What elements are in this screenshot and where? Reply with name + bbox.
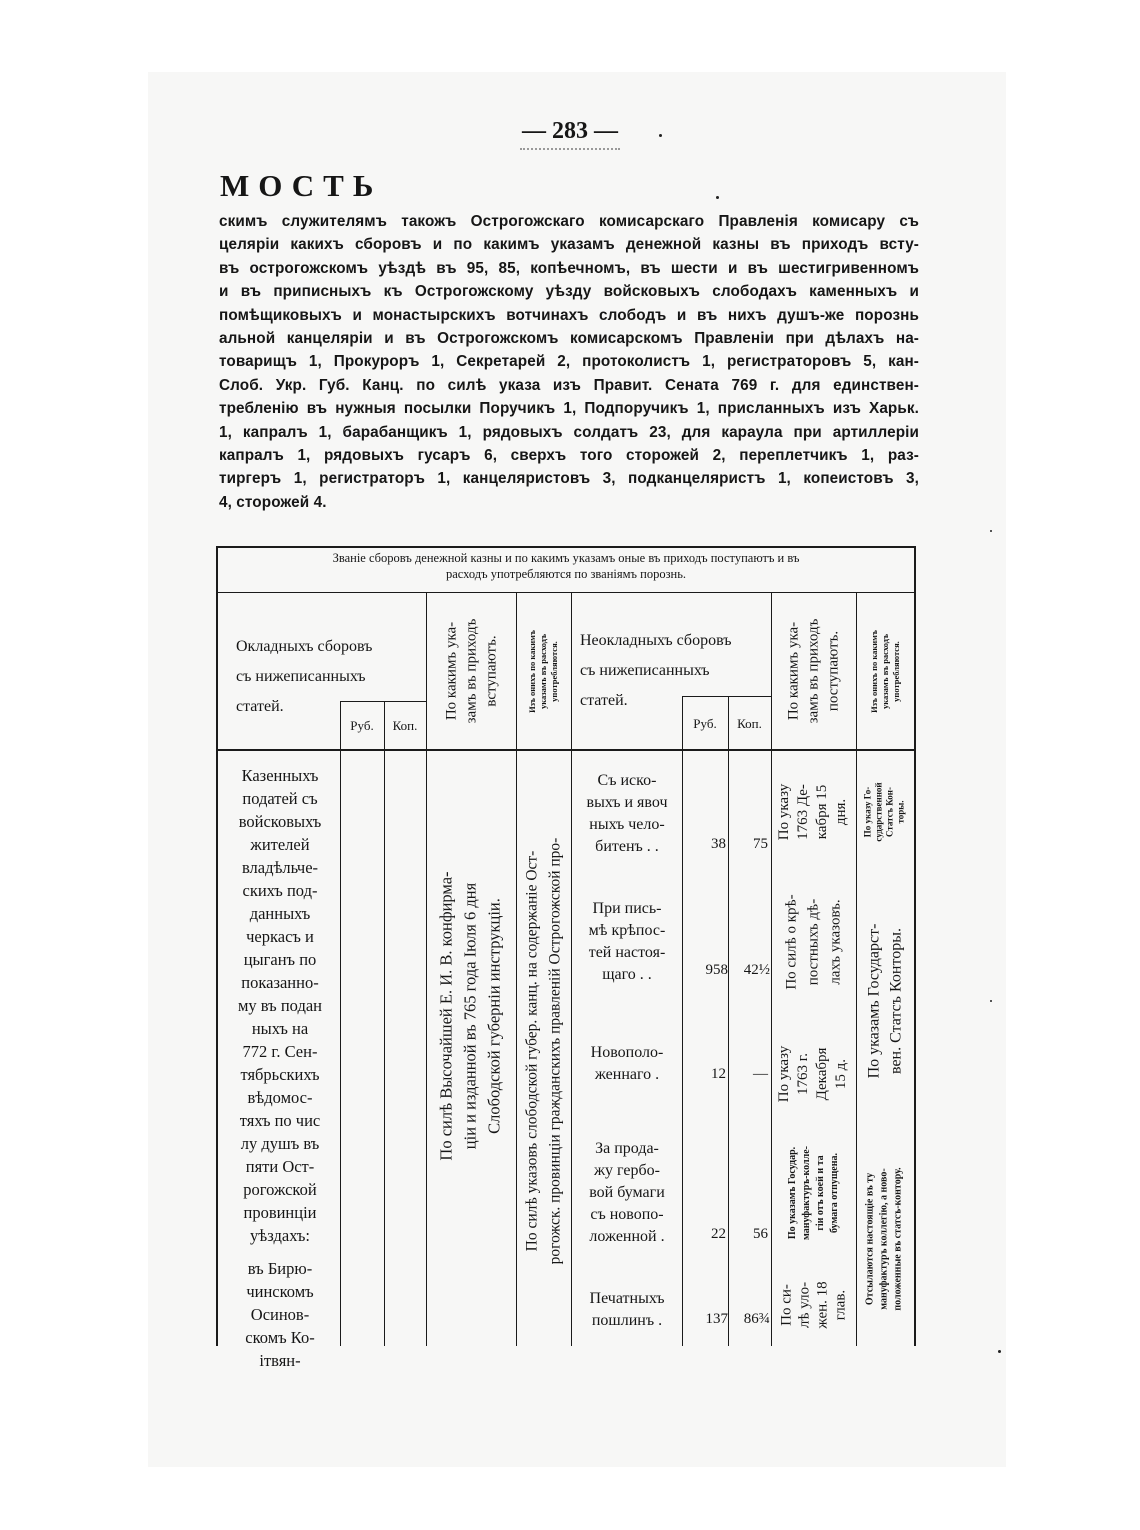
- right-item-2: [572, 1042, 682, 1086]
- item-line: По си-: [778, 1284, 795, 1326]
- item-line: За прода-: [595, 1140, 659, 1157]
- item-line: сударственной: [874, 782, 885, 842]
- item-line: ціи и изданной въ 765 года Іюля 6 дня: [461, 882, 480, 1150]
- item-line: щаго . .: [602, 966, 652, 983]
- page-title: МОСТЬ: [220, 168, 383, 203]
- item-line: 1763 г.: [795, 1053, 812, 1095]
- scan-speck: [998, 1350, 1001, 1353]
- item-line: По указамъ Государ.: [786, 1146, 798, 1240]
- header-line: указамъ въ расходъ: [879, 633, 890, 709]
- kop-value: 75: [753, 836, 768, 852]
- paragraph-line: Слоб. Укр. Губ. Канц. по силѣ указа изъ Правит. Сената 769 г. для единствен-: [219, 376, 919, 394]
- scan-speck: [659, 134, 662, 137]
- item-line: бумага отпущена.: [828, 1153, 840, 1233]
- rub-value: 22: [711, 1226, 726, 1242]
- header-line: статей.: [580, 692, 628, 709]
- item-line: податей съ: [242, 789, 318, 808]
- item-line: вой бумаги: [589, 1184, 665, 1201]
- item-line: лу душъ въ: [240, 1134, 320, 1153]
- item-line: Съ иско-: [597, 772, 657, 789]
- item-line: глав.: [832, 1289, 849, 1321]
- item-line: Казенныхъ: [241, 766, 319, 785]
- item-line: выхъ и явоч: [586, 794, 668, 811]
- item-line: му въ подан: [237, 996, 322, 1015]
- item-line: Отсылаются настоящіе въ ту: [865, 1172, 876, 1306]
- right-ukaz-2: [771, 1024, 856, 1124]
- header-line: поступаютъ.: [825, 630, 842, 712]
- item-line: владѣльче-: [241, 858, 319, 877]
- rub-header: Руб.: [350, 718, 374, 733]
- left-rashod-text: [516, 756, 571, 1346]
- header-line: съ нижеписанныхъ: [580, 662, 710, 679]
- table-border: [914, 546, 916, 1346]
- right-item-1: [572, 898, 682, 986]
- page-number-ornament: [520, 142, 620, 150]
- item-line: черкасъ и: [246, 927, 314, 946]
- right-rashod-0: [856, 758, 914, 866]
- right-item-0: [572, 770, 682, 858]
- item-line: ложенной .: [589, 1228, 665, 1245]
- item-line: тябрьскихъ: [240, 1065, 320, 1084]
- item-line: тей настоя-: [588, 944, 666, 961]
- header-line: Неокладныхъ сборовъ: [580, 632, 732, 649]
- header-line: съ нижеписанныхъ: [236, 668, 366, 685]
- paragraph-line: и въ приписныхъ къ Острогожскому уѣзду войсковыхъ слободахъ каменныхъ и: [219, 283, 919, 301]
- scan-speck: [990, 530, 992, 532]
- item-line: женнаго .: [594, 1066, 660, 1083]
- kop-value: 56: [753, 1226, 768, 1242]
- header-line: вступаютъ.: [483, 635, 499, 707]
- item-line: войсковыхъ: [238, 812, 322, 831]
- table-caption: [216, 550, 916, 582]
- item-line: дня.: [833, 798, 850, 826]
- item-line: постныхъ дѣ-: [805, 898, 822, 986]
- scan-speck: [716, 196, 719, 199]
- item-line: По указу Го-: [863, 786, 874, 838]
- item-line: показанно-: [241, 973, 319, 992]
- item-line: ітвян-: [259, 1351, 301, 1370]
- table-caption-line: Званіе сборовъ денежной казны и по какимъ указамъ оные въ приходъ поступаютъ и въ: [332, 551, 800, 565]
- item-line: мануфактуръ-колле-: [800, 1146, 812, 1240]
- item-line: тяхъ по чис: [239, 1111, 321, 1130]
- header-line: указамъ въ расходъ: [538, 633, 549, 709]
- left-item-text: [220, 764, 340, 1372]
- item-line: лѣ уло-: [796, 1281, 813, 1329]
- table-border: [216, 749, 916, 751]
- item-line: Статсъ Кон-: [885, 787, 896, 837]
- item-line: Слободской губерніи инструкціи.: [485, 898, 504, 1134]
- rub-value: 12: [711, 1066, 726, 1082]
- right-ukaz-0: [771, 758, 856, 866]
- item-line: битенъ . .: [595, 838, 659, 855]
- item-line: жу гербо-: [594, 1162, 660, 1179]
- left-rashod-header: [516, 593, 571, 749]
- item-line: При пись-: [592, 900, 662, 917]
- item-line: По силѣ указовъ слободской губер. канц. на содержаніе Ост-: [523, 850, 541, 1252]
- header-line: Изъ онихъ по какимъ: [868, 629, 879, 713]
- paragraph-line: 1, капралъ 1, барабанщикъ 1, рядовыхъ солдатъ 23, для караула при артиллеріи: [219, 423, 919, 441]
- rub-value: 137: [705, 1311, 728, 1327]
- kop-header: Коп.: [392, 718, 418, 733]
- item-line: чинскомъ: [246, 1282, 314, 1301]
- paragraph: [219, 210, 919, 514]
- table-border: [216, 546, 916, 548]
- item-line: съ новопо-: [590, 1206, 664, 1223]
- item-line: пяти Ост-: [245, 1157, 315, 1176]
- item-line: данныхъ: [249, 904, 311, 923]
- scan-speck: [990, 1000, 992, 1002]
- kop-value: 42½: [743, 962, 770, 978]
- item-line: По указамъ Государст-: [865, 923, 883, 1079]
- column-rule: [682, 696, 683, 1346]
- paragraph-line: целяріи какихъ сборовъ и по какимъ указамъ денежной казны въ приходъ всту-: [219, 236, 919, 254]
- header-line: Изъ онихъ по какимъ: [527, 629, 538, 713]
- header-line: замъ въ приходъ: [805, 618, 822, 724]
- item-line: жителей: [250, 835, 310, 854]
- header-line: статей.: [236, 698, 284, 715]
- item-line: По силѣ о крѣ-: [783, 894, 800, 990]
- paragraph-line: скимъ служителямъ такожъ Острогожскаго комисарскаго Правленія комисару съ: [219, 213, 919, 230]
- paragraph-line: помѣщиковыхъ и монастырскихъ вотчинахъ слободъ и въ нихъ душъ-же порознь: [219, 306, 919, 324]
- item-line: Новополо-: [590, 1044, 664, 1061]
- paragraph-line: товарищъ 1, Прокуроръ 1, Секретарей 2, протоколистъ 1, регистраторовъ 5, кан-: [219, 353, 919, 371]
- item-line: гіи отъ коей и та: [814, 1155, 826, 1231]
- item-line: Печатныхъ: [589, 1290, 665, 1307]
- item-line: По указу: [776, 1045, 793, 1103]
- header-line: По какимъ ука-: [785, 621, 802, 721]
- item-line: вен. Статсъ Конторы.: [887, 928, 905, 1075]
- item-line: торы.: [896, 800, 907, 824]
- kop-value: 86¾: [743, 1311, 770, 1327]
- right-item-4: [572, 1288, 682, 1332]
- page-number: — 283 —: [522, 118, 618, 144]
- paragraph-line: въ острогожскомъ уѣздѣ въ 95, 85, копѣечномъ, въ шести и въ шестигривенномъ: [219, 259, 919, 277]
- item-line: положенные въ статсъ-контору.: [893, 1167, 904, 1311]
- header-line: употребляются.: [890, 640, 901, 702]
- paragraph-line: тиргеръ 1, регистраторъ 1, канцеляристовъ 3, подканцеляристъ 1, копеистовъ 3,: [219, 470, 919, 488]
- column-rule: [384, 701, 385, 1346]
- rub-value: 958: [705, 962, 728, 978]
- paragraph-line: альной канцеляріи и въ Острогожскомъ комисарскомъ Правленіи при дѣлахъ на-: [219, 330, 919, 348]
- header-line: Окладныхъ сборовъ: [236, 638, 373, 655]
- kop-value: —: [753, 1066, 768, 1082]
- left-ukaz-header: [426, 593, 516, 749]
- item-line: 15 д.: [833, 1058, 850, 1090]
- header-line: По какимъ ука-: [443, 621, 459, 721]
- right-rashod-3: [856, 1132, 914, 1346]
- item-line: пошлинъ .: [591, 1312, 663, 1329]
- paragraph-line: 4, сторожей 4.: [219, 493, 327, 511]
- revenue-table: [216, 546, 916, 1370]
- table-border: [216, 546, 218, 1346]
- column-rule: [340, 701, 341, 1346]
- item-line: рогожской: [243, 1180, 317, 1199]
- right-ukaz-3: [771, 1128, 856, 1258]
- item-line: 1763 Де-: [795, 784, 812, 840]
- okladnye-header: [220, 632, 420, 722]
- kop-header: Коп.: [737, 716, 762, 731]
- item-line: ныхъ на: [251, 1019, 309, 1038]
- rub-value: 38: [711, 836, 726, 852]
- item-line: лахъ указовъ.: [827, 899, 844, 985]
- item-line: По указу: [776, 783, 793, 841]
- right-rashod-header: [856, 593, 914, 749]
- item-line: скомъ Ко-: [245, 1328, 315, 1347]
- item-line: мѣ крѣпос-: [588, 922, 666, 939]
- paragraph-line: капралъ 1, рядовыхъ гусаръ 6, сверхъ того сторожей 2, переплетчикъ 1, раз-: [219, 447, 919, 465]
- paragraph-line: требленію въ нужныя посылки Поручикъ 1, Подпоручикъ 1, присланныхъ изъ Харьк.: [219, 400, 919, 418]
- item-line: Декабря: [814, 1047, 831, 1101]
- right-ukaz-4: [771, 1264, 856, 1346]
- rub-header: Руб.: [693, 716, 717, 731]
- item-line: По силѣ Высочайшей Е. И. В. конфирма-: [437, 871, 456, 1161]
- item-line: ныхъ чело-: [589, 816, 665, 833]
- header-line: замъ въ приходъ: [463, 618, 479, 724]
- item-line: жен. 18: [814, 1281, 831, 1329]
- item-line: цыганъ по: [243, 950, 317, 969]
- neokladnye-header: [572, 626, 770, 716]
- item-line: кабря 15: [814, 784, 831, 840]
- item-line: Осинов-: [250, 1305, 310, 1324]
- left-ukaz-text: [426, 756, 516, 1276]
- header-line: употребляются.: [549, 640, 560, 702]
- item-line: 772 г. Сен-: [242, 1042, 318, 1061]
- item-line: рогожск. провинціи гражданскихъ правленій Острогожской про-: [546, 837, 564, 1265]
- item-line: въ Бирю-: [247, 1259, 313, 1278]
- column-rule: [728, 696, 729, 1346]
- item-line: вѣдомос-: [247, 1088, 313, 1107]
- item-line: мануфактуръ коллегію, а ново-: [879, 1168, 890, 1310]
- right-ukaz-header: [771, 593, 856, 749]
- item-line: скихъ под-: [242, 881, 318, 900]
- right-item-3: [572, 1138, 682, 1248]
- right-rashod-1: [856, 866, 914, 1136]
- table-caption-line: расходъ употребляются по званіямъ порознь.: [445, 567, 687, 581]
- item-line: уѣздахъ:: [250, 1226, 310, 1245]
- item-line: провинціи: [243, 1203, 317, 1222]
- right-ukaz-1: [771, 866, 856, 1018]
